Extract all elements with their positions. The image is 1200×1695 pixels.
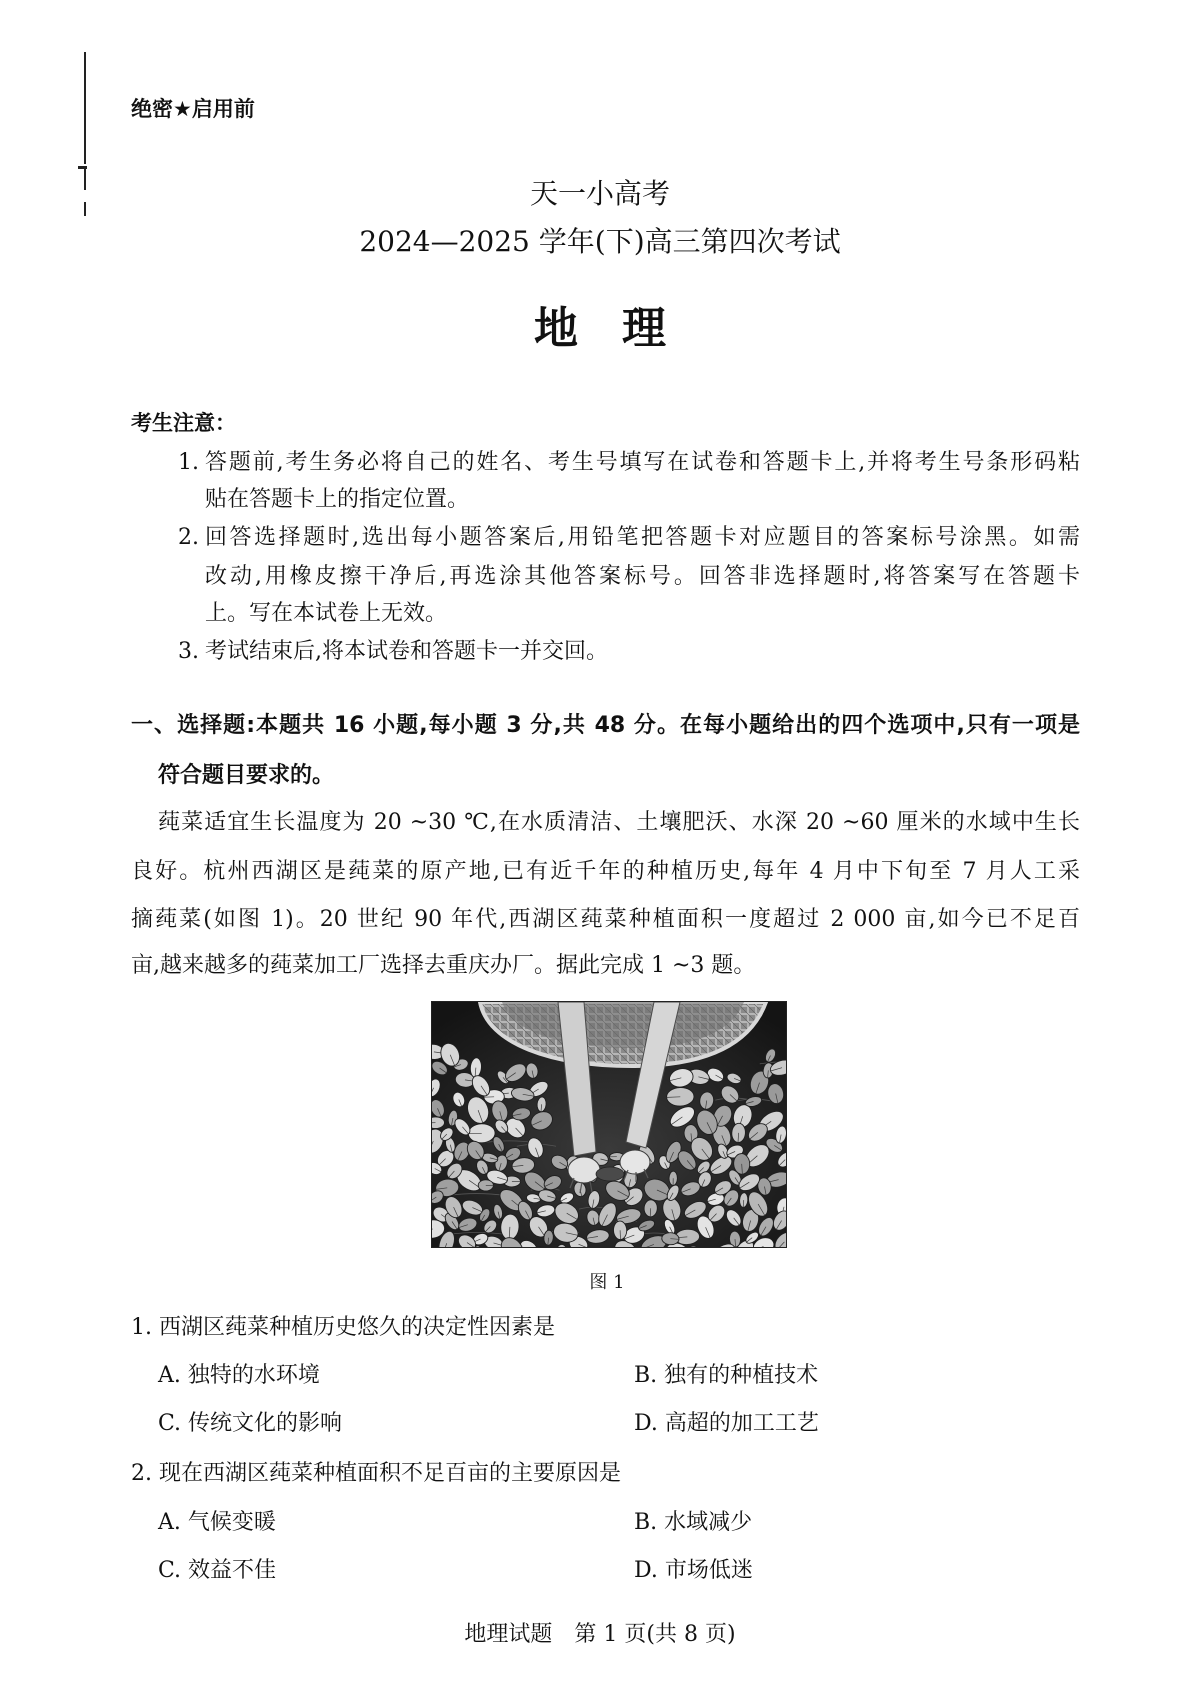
question-option: C. 传统文化的影响: [158, 1411, 343, 1436]
question-option: B. 独有的种植技术: [634, 1363, 819, 1388]
notice-item-line: 回答选择题时,选出每小题答案后,用铅笔把答题卡对应题目的答案标号涂黑。如需: [205, 525, 1080, 550]
exam-title: 2024—2025 学年(下)高三第四次考试: [359, 225, 841, 258]
notice-item-line: 改动,用橡皮擦干净后,再选涂其他答案标号。回答非选择题时,将答案写在答题卡: [205, 564, 1080, 589]
question-option: A. 独特的水环境: [158, 1363, 320, 1388]
binding-margin-line: [84, 52, 86, 164]
exam-series-title: 天一小高考: [529, 177, 670, 210]
page-footer: 地理试题 第 1 页(共 8 页): [464, 1622, 736, 1647]
notice-item-line: 考试结束后,将本试卷和答题卡一并交回。: [205, 639, 608, 664]
figure-1-photo: [431, 1001, 787, 1248]
notice-item-line: 贴在答题卡上的指定位置。: [205, 487, 470, 512]
right-hand: [620, 1150, 650, 1174]
question-stem: 1. 西湖区莼菜种植历史悠久的决定性因素是: [131, 1315, 555, 1340]
notice-item-number: 3.: [178, 639, 199, 664]
leaf: [666, 1087, 694, 1107]
question-option: A. 气候变暖: [158, 1510, 276, 1535]
leaf-notch: [650, 1208, 651, 1217]
figure-caption: 图 1: [589, 1272, 625, 1293]
picked-leaves: [596, 1167, 624, 1181]
question-option: C. 效益不佳: [158, 1558, 277, 1583]
confidential-label: 绝密★启用前: [131, 97, 255, 121]
notice-item-number: 2.: [178, 525, 199, 550]
question-option: D. 高超的加工工艺: [634, 1411, 819, 1436]
left-hand: [568, 1157, 600, 1183]
notice-item-number: 1.: [178, 450, 199, 475]
notice-item-line: 上。写在本试卷上无效。: [205, 601, 448, 626]
passage-line: 莼菜适宜生长温度为 20 ~30 ℃,在水质清洁、土壤肥沃、水深 20 ~60 厘米的水域中生长: [158, 810, 1080, 835]
section-heading: 一、选择题:本题共 16 小题,每小题 3 分,共 48 分。在每小题给出的四个选项中,只有一项是: [131, 713, 1080, 738]
notice-item-line: 答题前,考生务必将自己的姓名、考生号填写在试卷和答题卡上,并将考生号条形码粘: [205, 450, 1080, 475]
passage-line: 摘莼菜(如图 1)。20 世纪 90 年代,西湖区莼菜种植面积一度超过 2 000 亩,如今已不足百: [131, 907, 1080, 932]
passage-line: 亩,越来越多的莼菜加工厂选择去重庆办厂。据此完成 1 ~3 题。: [131, 953, 756, 978]
section-heading: 符合题目要求的。: [158, 763, 335, 788]
subject-title: 地 理: [534, 303, 666, 354]
question-option: B. 水域减少: [634, 1510, 753, 1535]
water-shield-picking-photo: [432, 1002, 786, 1247]
leaf-notch: [743, 1200, 744, 1207]
question-option: D. 市场低迷: [634, 1558, 753, 1583]
question-stem: 2. 现在西湖区莼菜种植面积不足百亩的主要原因是: [131, 1461, 621, 1486]
notice-heading: 考生注意：: [131, 411, 236, 435]
passage-line: 良好。杭州西湖区是莼菜的原产地,已有近千年的种植历史,每年 4 月中下旬至 7 月人工采: [131, 859, 1080, 884]
